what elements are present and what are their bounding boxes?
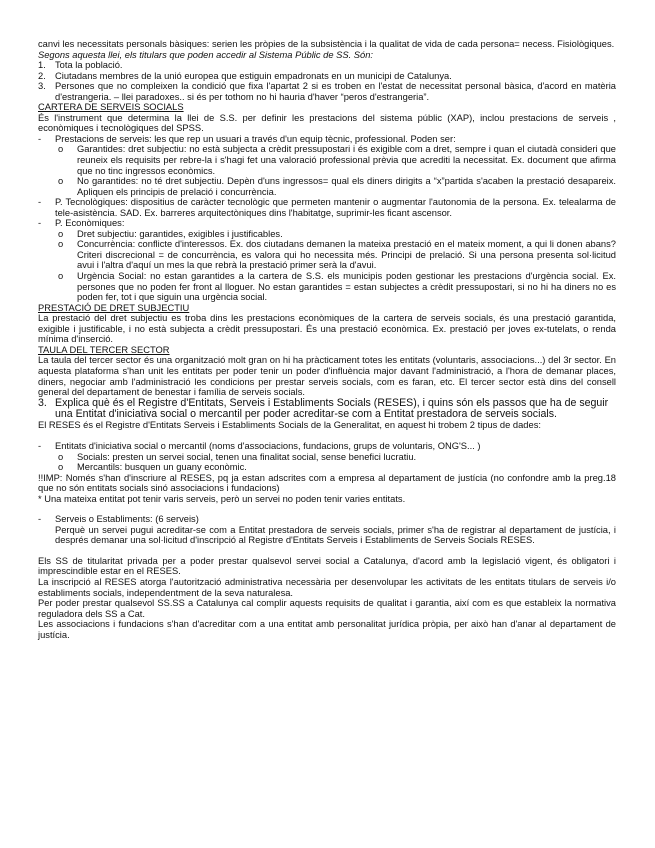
- list-item: [38, 60, 616, 71]
- list-item-text: Tota la població.: [55, 60, 123, 71]
- list-item-text: Prestacions de serveis: les que rep un usuari a través d'un equip tècnic, professional. Poden ser:: [55, 133, 456, 144]
- circle-bullet: o: [58, 176, 64, 187]
- sub-list-item: [38, 176, 616, 197]
- sub-list-item: [38, 239, 616, 271]
- sub-list-item: [38, 229, 616, 240]
- section-heading-prestacio: PRESTACIÓ DE DRET SUBJECTIU: [38, 302, 190, 313]
- list-number: 2.: [38, 70, 46, 81]
- sub-item-text: Dret subjectiu: garantides, exigibles i justificables.: [77, 228, 283, 239]
- question-text: Explica què és el Registre d'Entitats, Serveis i Establiments Socials (RESES), i quins són els passos que ha de seguir una Entitat d'iniciativa social o mercantil per poder acreditar-se com a Entitat prestadora de serveis socials.: [55, 396, 609, 420]
- dash-bullet: -: [38, 133, 42, 144]
- spacer: [38, 431, 616, 441]
- section-heading-taula: TAULA DEL TERCER SECTOR: [38, 344, 170, 355]
- list-item-text: Entitats d'iniciativa social o mercantil (noms d'associacions, fundacions, grups de voluntaris, ONG'S... ): [55, 440, 481, 451]
- dash-bullet: -: [38, 440, 42, 451]
- sub-item-text: Mercantils: busquen un guany econòmic.: [77, 462, 247, 473]
- intro-paragraph: canvi les necessitats personals bàsiques: serien les pròpies de la subsistència i la qualitat de vida de cada persona= necess. Fisiològiques.: [38, 39, 615, 49]
- list-item-text: Serveis o Establiments: (6 serveis): [55, 514, 199, 525]
- sub-list-item: [38, 144, 616, 176]
- circle-bullet: o: [58, 228, 64, 239]
- serveis-paragraph: Perquè un servei pugui acreditar-se com a Entitat prestadora de serveis socials, primer s'ha de registrar al departament de justícia, i després demanar una sol·licitud d'inscripció al Registre d'Entitats Serveis i Establiments de Serveis Socials RESES.: [55, 524, 616, 546]
- circle-bullet: o: [58, 462, 64, 473]
- sub-item-text: Concurrència: conflicte d'interessos. Ex. dos ciutadans demanen la mateixa prestació en el mateix moment, a qui li donen abans? Criteri discrecional = de concurrència, es valora qui ho necessita més. Principi de prelació. Si una persona presenta sol·licitud avui i l'altra d'aquí un mes la que rebrà la prestació primer serà la d'avui.: [77, 239, 616, 271]
- sub-item-text: Urgència Social: no estan garantides a la cartera de S.S. els municipis poden gestionar les prestacions d'urgència social. Ex. persones que no poden fer front al lloguer. No estan garantides = estan subjectes a crèdit pressupostari, si no hi ha diners no es poden fer, tot i que siguin una urgència social.: [77, 271, 616, 303]
- list-item: [38, 134, 616, 145]
- titulars-list: [38, 60, 616, 102]
- spacer: [38, 504, 616, 514]
- list-item: [38, 514, 616, 525]
- list-item: [38, 71, 616, 82]
- closing-paragraph: Per poder prestar qualsevol SS.SS a Catalunya cal complir aquests requisits de qualitat i garantia, així com es que estableix la normativa reguladora dels SS a Cat.: [38, 598, 616, 619]
- circle-bullet: o: [58, 271, 64, 282]
- dash-bullet: -: [38, 514, 42, 525]
- list-item-text: P. Tecnològiques: dispositius de caràcter tecnològic que permeten mantenir o augmentar l'autonomia de la persona. Ex. telealarma de tele-asistència. SAD. Ex. barreres arquitectòniques dins l'habitatge, suprimir-les ficant ascensor.: [55, 197, 616, 218]
- closing-paragraph: La inscripció al RESES atorga l'autorització administrativa necessària per desenvolupar les activitats de les entitats titulars de serveis i/o establiments socials, independentment de la seva naturalesa.: [38, 576, 616, 598]
- circle-bullet: o: [58, 451, 64, 462]
- asterisk-note: * Una mateixa entitat pot tenir varis serveis, però un servei no poden tenir varies entitats.: [38, 493, 406, 504]
- list-item-text: Ciutadans membres de la unió europea que estiguin empadronats en un municipi de Catalunya.: [55, 70, 452, 81]
- list-item: [38, 81, 616, 102]
- dash-bullet: -: [38, 218, 42, 229]
- sub-list-item: [38, 271, 616, 303]
- list-number: 1.: [38, 60, 46, 71]
- cartera-list: [38, 134, 616, 303]
- section-heading-cartera: CARTERA DE SERVEIS SOCIALS: [38, 102, 184, 113]
- reses-intro: El RESES és el Registre d'Entitats Serveis i Establiments Socials de la Generalitat, en aquest hi trobem 2 tipus de dades:: [38, 420, 541, 431]
- list-item-text: Persones que no compleixen la condició que fixa l'apartat 2 si es troben en l'estat de necessitat personal bàsica, d'acord en matèria d'estrangeria. – llei paradoxes.. si és per tothom no hi hauria d'haver “peros d'estrangeria”.: [55, 81, 616, 102]
- sub-item-text: Garantides: dret subjectiu: no està subjecta a crèdit pressupostari i és exigible com a dret, sempre i quan el ciutadà consideri que reuneix els requisits per rebre-la i s'hagi fet una valoració professional prèvia que acrediti la necessitat. Ex. document que afirma que no tinc ingressos econòmics.: [77, 144, 616, 176]
- circle-bullet: o: [58, 239, 64, 250]
- dash-bullet: -: [38, 197, 42, 208]
- list-item-text: P. Econòmiques:: [55, 218, 125, 229]
- titulars-intro: Segons aquesta llei, els titulars que poden accedir al Sistema Públic de SS. Són:: [38, 49, 374, 60]
- spacer: [38, 546, 616, 556]
- important-note: !!IMP: Només s'han d'inscriure al RESES, pq ja estan adscrites com a empresa al departament de justícia (no confondre amb la preg.18 que no són entitats socials sinó associacions i fundacions): [38, 472, 616, 494]
- question-3: [38, 398, 616, 421]
- taula-paragraph: La taula del tercer sector és una organització molt gran on hi ha pràcticament totes les entitats (voluntaris, associacions...) del 3r sector. En aquesta plataforma s'han unit les entitats per poder tenir un poder d'influència major davant l'administració, a l'hora de demanar places, diners, negociar amb l'administració les condicions per prestar serveis socials, com es faran, etc. El tercer sector està dins del consell general del departament de benestar i família de serveis socials.: [38, 355, 616, 398]
- document-page: [38, 39, 616, 640]
- sub-item-text: Socials: presten un servei social, tenen una finalitat social, sense benefici lucratiu.: [77, 451, 417, 462]
- sub-item-text: No garantides: no té dret subjectiu. Depèn d'uns ingressos= qual els diners dirigits a “x”partida s'acaben la prestació desapareix. Apliquen els principis de prelació i concurrència.: [77, 176, 616, 197]
- list-number: 3.: [38, 81, 46, 92]
- prestacio-paragraph: La prestació del dret subjectiu es troba dins les prestacions econòmiques de la cartera de serveis socials, és una prestació garantida, exigible i justificable, i no està subjecta a crèdit pressupostari. És una prestació econòmica. Ex. prestació per joves ex-tutelats, o renda mínima d'inserció.: [38, 313, 616, 345]
- closing-paragraph: Els SS de titularitat privada per a poder prestar qualsevol servei social a Catalunya, d'acord amb la legislació vigent, és obligatori i imprescindible estar en el RESES.: [38, 555, 616, 577]
- list-item: [38, 197, 616, 218]
- question-number: 3.: [38, 396, 47, 409]
- list-item: [38, 441, 616, 452]
- cartera-paragraph: És l'instrument que determina la llei de S.S. per definir les prestacions del sistema públic (XAP), inclou prestacions de serveis , econòmiques i tecnològiques del SPSS.: [38, 112, 616, 134]
- closing-paragraph: Les associacions i fundacions s'han d'acreditar com a una entitat amb personalitat jurídica pròpia, per això han d'anar al departament de justícia.: [38, 619, 616, 640]
- sub-list-item: [38, 452, 616, 463]
- sub-list-item: [38, 462, 616, 473]
- list-item: [38, 218, 616, 229]
- circle-bullet: o: [58, 144, 64, 155]
